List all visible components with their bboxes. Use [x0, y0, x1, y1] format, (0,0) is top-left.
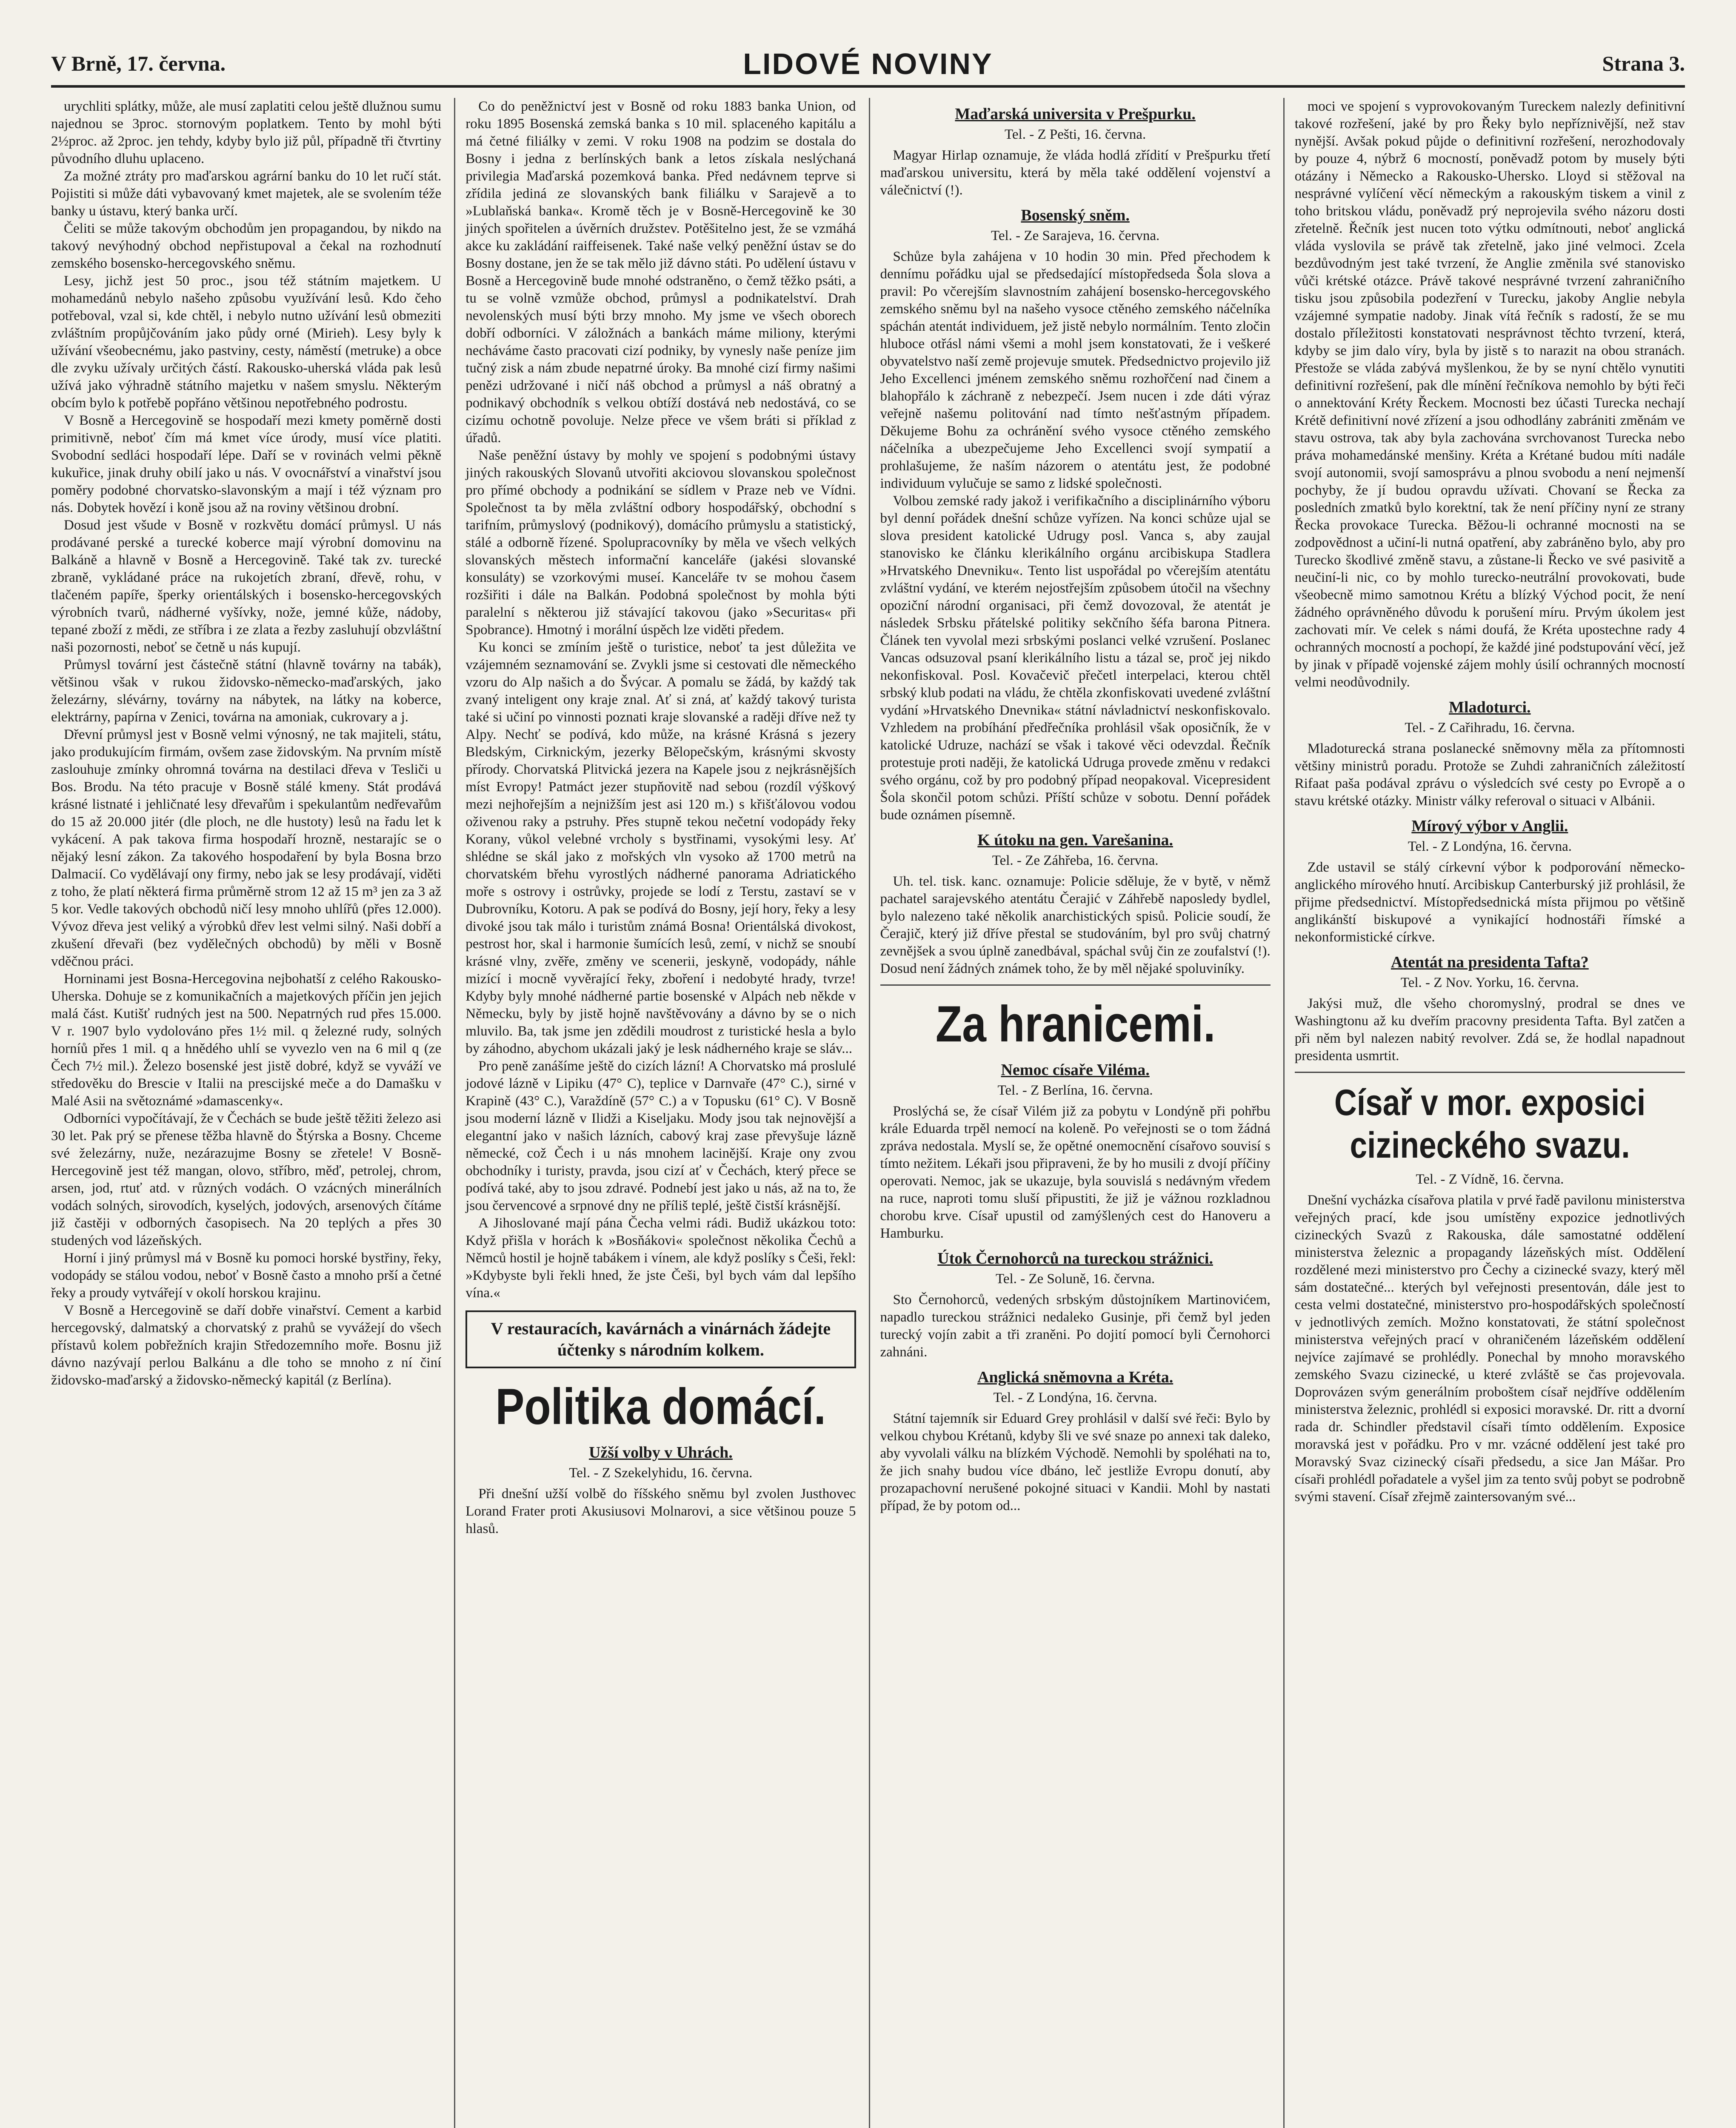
paragraph: Při dnešní užší volbě do říšského sněmu byl zvolen Justhovec Lorand Frater proti Akusiusovi Molnarovi, a sice většinou pouze 5 hlasů. [465, 1486, 856, 1536]
article-title: Nemoc císaře Viléma. [1001, 1061, 1150, 1079]
article-title: Mírový výbor v Anglii. [1411, 817, 1568, 835]
paragraph: Jakýsi muž, dle všeho choromyslný, prodral se dnes ve Washingtonu až ku dveřím pracovny presidenta Tafta. Byl zatčen a při něm byl nalezen nabitý revolver. Zdá se, že hodlal napadnout presidenta usmrtit. [1294, 996, 1685, 1064]
paragraph: Dřevní průmysl jest v Bosně velmi výnosný, ne tak majiteli, státu, jako produkujícím firmám, ovšem zase židovským. Na prvním místě zaslouhuje zmínky ohromná továrna na destilaci dřeva v Tesliči u Bos. Brodu. Na této pracuje v Bosně stálé kmeny. Stát prodává krásné listnaté i jehličnaté lesy dřevařům i spekulantům nedřevařům do 15 až 20.000 jitér (dle ploch, ne dle hustoty) lesů na řadu let k vykácení. A pak takova firma hospodaří hrozně, nestarajíc se o nějaký lesní zákon. Za takového hospodaření by byla Bosna brzo Dalmacií. Co vydělávají ony firmy, nebo jak se lesy prodávají, viděti z toho, že platí některá firma průměrně strom 12 až 15 m³ jen za 3 až 5 kor. Vedle takových obchodů ničí lesy mnoho uhlířů (přes 12.000). Vývoz dřeva jest veliký a výrobků dřev lest velmi silný. Naši dobří a zkušení dřevaři (bez vydělečných obchodů) by měli v Bosně vděčnou práci. [51, 727, 442, 969]
paragraph: Dosud jest všude v Bosně v rozkvětu domácí průmysl. U nás prodávané perské a turecké koberce mají výrobní domovinu na Balkáně a hlavně v Bosně a Hercegovině. Také tak zv. turecké zbraně, vykládané práce na rukojetích zbraní, dřevě, rohu, v tlačeném papíře, šperky orientálských i bosensko-hercegovských výrobních tvarů, nádherné vyšívky, nože, jemné kůže, nádoby, tepané zboží z mědi, ze stříbra i ze zlata a řezby zasluhují obzvláštní naši pozornosti, neboť se četně u nás kupují. [51, 518, 442, 655]
paragraph: V Bosně a Hercegovině se daří dobře vinařství. Cement a karbid hercegovský, dalmatský a chorvatský z prahů se vyvážejí do všech přístavů kolem pobřežních krajin Středozemního moře. Bosnu již dávno nazývají perlou Balkánu a dle toho se mnoho z ní činí židovsko-maďarský a židovsko-německý kapitál (z Berlína). [51, 1303, 442, 1388]
dateline: Tel. - Z Nov. Yorku, 16. června. [1400, 975, 1579, 990]
paragraph: Co do peněžnictví jest v Bosně od roku 1883 banka Union, od roku 1895 Bosenská zemská banka s 10 mil. splaceného kapitálu a má četné filiálky v zemi. V roku 1908 na podzim se dostala do Bosny i jedna z berlínských bank a letos získala neslýchaná privilegia Maďarská pozemková banka. Před nedávnem teprve si zřídila jediná ze slovanských bank filiálku v Sarajevě a to »Lublaňská banka«. Kromě těch je v Bosně-Hercegovině ke 30 jiných spořitelen a úvěrních družstev. Potěšitelno jest, že se vzmáhá akce ku zakládání raiffeisenek. Také naše velký peněžní ústav se do Bosny dostane, jen že se tak mělo již dávno státi. Po udělení ústavu v Bosně a Hercegovině bude mnohé odstraněno, o čemž těžko psáti, a tu se volně vzmůže obchod, průmysl a podnikatelství. Drah nevolenských musí býti brzy mnoho. My jsme ve všech oborech dobří odborníci. V záložnách a bankách máme miliony, kterými necháváme často pracovati cizí podniky, by vynesly naše peníze jim tučný zisk a nám zbude nepatrné úroky. Ba mnohé cizí firmy našimi penězi udržované i ničí náš obchod a průmysl a náš obratný a podnikavý obchodník s velkou obtíží dostává neb nedostává, co se cizímu ochotně povoluje. Nelze přece ve všem bráti si příklad z úřadů. [465, 99, 856, 446]
paragraph: Odborníci vypočítávají, že v Čechách se bude ještě těžiti železo asi 30 let. Pak prý se přenese těžba hlavně do Štýrska a Bosny. Chceme své železárny, nuže, nezárazujme Bosny se zřetele! V Bosně-Hercegovině jest též mangan, olovo, stříbro, měď, petrolej, chrom, arsen, jod, rtuť atd. v různých vodách. O vzácných minerálních vodách solných, sirovodích, kyselých, jodových, arsenových čítáme již častěji v odborných časopisech. Na 20 teplých a přes 30 studených vod lázeňských. [51, 1111, 442, 1248]
paragraph: moci ve spojení s vyprovokovaným Tureckem nalezly definitivní takové rozřešení, jaké by pro Řeky bylo nepříznivější, než stav nynější. Avšak pokud půjde o definitivní rozřešení, nerozhodovaly by pouze 4, nýbrž 6 mocností, poněvadž potom by musely býti otázány i Německo a Rakousko-Uhersko. Lloyd si stěžoval na nesprávné vylíčení věcí německým a rakouským tiskem a vinil z toho britskou vládu, poněvadž prý neprojevila svého názoru dosti zřetelně. Řečník jest nucen toto výtku odmítnouti, neboť anglická vláda vyslovila se právě tak zřetelně, jako jiné velmoci. Zcela bezdůvodným jest také tvrzení, že Anglie změnila své stanovisko vůči krétské otázce. Právě takové nesprávné tvrzení zahraničního tisku jsou způsobila podezření v Turecku, jakoby Anglie nebyla vzájemné sympatie nadoby. Jinak vítá řečník s radostí, že se mu dostalo příležitosti konstatovati nesprávnost těchto tvrzení, která, kdyby se jim dalo víry, byla by jistě s to narazit na obou stranách. Přestože se vláda zabývá myšlenkou, že by se nyní chtělo vynutiti definitivní rozřešení, pak dle mínění řečníkova nemohlo by býti řeči o annektování Kréty Řeckem. Mocnosti bez účasti Turecka nechají Krétě definitivní nové zřízení a jsou odhodlány zabrániti změnám ve stavu ostrova, tak aby byla zachována svrchovanost Turecka nebo práva mohamedánské menšiny. Kréta a Krétané budou míti nadále svojí autonomii, svojí samosprávu a plnou svobodu a není nejmenší pochyby, že jí budou opravdu užívati. Chovaní se Řecka za posledních zmatků bylo korektní, tak že není příčiny nyní ze strany Řecka provokace Turecka. Běžou-li ochranné mocnosti na se zodpovědnost a učiní-li nutná opatření, aby zabráněno bylo, aby pro Turecko škodlivé změně stavu, a zůstane-li Řecko ve své pasivitě a neučiní-li nic, co by mohlo turecko-neutrální provokovati, bude všeobecně mimo samotnou Krétu a blízký Východ pocit, že není žádného oprávněného důvodu k porušení míru. Prvým úkolem jest zachovati mír. Ve celek s námi doufá, že Kréta upostechne rady 4 ochranných mocností a pochopí, že každé jiné podstupování věcí, jež by jinak v případě vojenské zájem mohly úsilí ochranných mocností velmi neodůvodnily. [1294, 99, 1685, 690]
article-columns [51, 98, 1685, 2128]
article-title: Bosenský sněm. [1021, 206, 1130, 224]
paragraph: Dnešní vycházka císařova platila v prvé řadě pavilonu ministerstva veřejných prací, kde jsou umístěny expozice jednotlivých cizineckých Svazů z Rakouska, dále samostatné oddělení ministerstva železnic a propagandy lázeňských míst. Oddělení rozdělené mezi ministerstvo pro Čechy a cizinecké svazy, který měl sám dostatečné... kterých byl veřejnosti presentován, dále jest to cesta velmi dostatečné, ministerstvo pro-hospodářských společností v jednotlivých zemích. Možno konstatovati, že státní společnost ministerstva veřejných prací v ohraničeném lázeňském oddělení nejvíce zajímavé se prohlédly. Ponechal by mnoho moravského zemského Svazu cizinecké, u které zvláště se čas projevovala. Doprovázen svým generálním proboštem císař nejdříve oddělením ministerstva železnic, prohlédl si exposici moravské. Dr. ritt a dvorní rada dr. Schindler představil císaři tímto oddělením. Exposice moravská jest v pořádku. Pro v mr. vzácné oddělení jest také pro Moravský Svaz cizinecký císaři předsedu, a sice Jan Mášar. Pro císaři prohlédl pořadatele a vyšel jim za tento svůj pobyt se podrobně svými stavení. Císař zřejmě zaintersovaným své... [1294, 1193, 1685, 1504]
masthead [51, 34, 1685, 88]
paragraph: urychliti splátky, může, ale musí zaplatiti celou ještě dlužnou sumu najednou se 3proc. stornovým poplatkem. Tento by mohl býti 2½proc. až 2proc. jen tehdy, kdyby bylo již půl, případně tři čtvrtiny původního dluhu uplaceno. [51, 99, 442, 166]
paragraph: Volbou zemské rady jakož i verifikačního a disciplinárního výboru byl denní pořádek dnešní schůze vyřízen. Na konci schůze ujal se slova president katolické Udrugy posl. Vanca s, aby zaujal stanovisko ke článku klerikálního orgánu arcibiskupa Stadlera »Hrvatského Dnevniku«. Tento list uspořádal po včerejším atentátu zvláštní vydání, ve kterém nejostřejším způsobem útočil na všechny opoziční národní organisaci, při čemž dovozoval, že atentát je následek Srbsku přátelské politiky sekčního šéfa barona Pitnera. Článek ten vyvolal mezi srbskými poslanci velké vzrušení. Poslanec Vancas odsuzoval psaní klerikálního listu a tázal se, proč jej nikdo nekonfiskoval. Posl. Kovačevič přečetl interpelaci, kterou chtěl srbský klub podati na vládu, že chtěla zkonfiskovati uvedené zvláštní vydání »Hrvatského Dnevnika« státní návladnictví neskonfiskovalo. Vzhledem na probíhání předřečníka prohlásil však oposičník, že v katolické Udruze, nachází se však i takové věci odevzdal. Řečník protestuje proti naději, že katolická Udruga provede změnu v redakci svého orgánu, což by pro podobný případ neopakoval. Vicepresident Šola skončil potom schůzi. Příští schůze v sobotu. Denní pořádek bude oznámen písemně. [880, 493, 1271, 823]
dateline: Tel. - Z Vídně, 16. června. [1416, 1172, 1564, 1187]
section-heading-expo: Císař v mor. exposici cizineckého svazu. [1334, 1082, 1646, 1166]
article-title: Útok Černohorců na tureckou strážnici. [937, 1250, 1213, 1267]
paragraph: Zde ustavil se stálý církevní výbor k podporování německo-anglického mírového hnutí. Arcibiskup Canterburský již prohlásil, že přijme předsednictví. Místopředsednická místa přijmou po většině anglikánští biskupové a vynikající hodnostáři římské a nekonformistické církve. [1294, 860, 1685, 945]
newspaper-title: LIDOVÉ NOVINY [743, 47, 993, 80]
article-title: Užší volby v Uhrách. [588, 1444, 733, 1462]
notice-box: V restauracích, kavárnách a vinárnách žádejte účtenky s národním kolkem. [465, 1310, 856, 1368]
dateline: Tel. - Z Berlína, 16. června. [997, 1083, 1153, 1098]
paragraph: Lesy, jichž jest 50 proc., jsou též státním majetkem. U mohamedánů nebylo našeho způsobu využívání lesů. Kdo čeho potřeboval, vzal si, kde chtěl, i nebylo nutno užívání lesů obmeziti zvláštním propůjčováním jako půdy orné (Mirieh). Lesy byly k užívání všeobecnému, jako pastviny, cesty, náměstí (metruke) a obce dle zvyku užívaly určitých částí. Rakousko-uherská vláda pak lesů užívá jako výhradně státního majetku v našem smyslu. Některým obcím bylo k potřebě popřáno většinou nepotřebného podrostu. [51, 273, 442, 411]
section-heading-domestic: Politika domácí. [495, 1378, 826, 1435]
column-1 [51, 98, 441, 2128]
column-3 [869, 98, 1271, 2128]
paragraph: Naše peněžní ústavy by mohly ve spojení s podobnými ústavy jiných rakouských Slovanů utvořiti akciovou slovanskou společnost pro přímé obchody a podnikání se sídlem v Praze neb ve Vídni. Společnost ta by měla zvláštní odbory hospodářský, obchodní s tarifním, průmyslový (podnikový), domácího průmyslu a statistický, stálé a odborně řízené. Spolupracovníky by měla ve všech velkých slovanských městech informační kanceláře (jakési slovanské konsuláty) se vzorkovými museí. Kanceláře tv se mohou časem rozšiřiti i dále na Balkán. Podobná společnost by mohla býti paralelní s některou již stávající takovou (jako »Securitas« při Spobrance). Hmotný i morální úspěch lze viděti předem. [465, 448, 856, 638]
paragraph: Schůze byla zahájena v 10 hodin 30 min. Před přechodem k dennímu pořádku ujal se předsedající místopředseda Šola slova a pravil: Po včerejším slavnostním zahájení bosensko-hercegovského zemského sněmu byl na našeho vysoce ctěného zemského náčelníka spáchán atentát individuem, jež jistě nebylo normálním. Tento zločin hluboce otřásl námi všemi a mohl jsem konstatovati, že i veškeré obyvatelstvo naší země projevuje smutek. Předsednictvo projevilo již Jeho Excellenci jménem zemského sněmu rozhořčení nad činem a blahopřálo k záchraně z nebezpečí. Jsem nucen i zde dáti výraz veřejně našemu politování nad tímto nešťastným případem. Děkujeme Bohu za ochránění svého vysoce ctěného zemského náčelníka a ubezpečujeme Jeho Excellenci svojí sympatií a prohlašujeme, že naším názorem o atentátu jest, že podobné individuum vylučuje se samo z lidské společnosti. [880, 249, 1271, 491]
paragraph: Horninami jest Bosna-Hercegovina nejbohatší z celého Rakousko-Uherska. Dohuje se z komunikačních a majetkových příčin jen jejich malá část. Kutišť rudných jest na 500. Nepatrných rud přes 15.000. V r. 1907 bylo vydolováno přes 1½ mil. q železné rudy, solných horníů přes 1 mil. q a hnědého uhlí se vyvezlo ven na 6 mil q (ze Čech 7½ mil.). Železo bosenské jest jistě dobré, když se vyváží ve středověku do Brescie v Italii na prescijské meče a do Damašku v Malé Asii na světoznámé »damascenky«. [51, 971, 442, 1109]
paragraph: Proslýchá se, že císař Vilém již za pobytu v Londýně při pohřbu krále Eduarda trpěl nemocí na koleně. Po veřejnosti se o tom žádná zpráva nedostala. Myslí se, že opětné onemocnění císařovo souvisí s tímto nežitem. Lékaři jsou připraveni, že by ho musili z dvojí příčiny operovati. Nemoc, jak se ukazuje, byla souvislá s nedávným vředem na ruce, naproti tomu sluší připustiti, že již je vážnou rozkladnou chorobu krve. Císař upustil od zamýšlených cest do Hanoveru a Hamburku. [880, 1104, 1271, 1241]
paragraph: Mladoturecká strana poslanecké sněmovny měla za přítomnosti většiny ministrů poradu. Protože se Zuhdi zahraničních záležitostí Rifaat paša podával zprávu o výsledcích své cesty po Evropě a o stavu krétské otázky. Ministr války referoval o situaci v Albánii. [1294, 741, 1685, 809]
article-title: Atentát na presidenta Tafta? [1391, 953, 1589, 971]
dateline: Tel. - Ze Soluně, 16. června. [995, 1271, 1155, 1287]
article-title: Anglická sněmovna a Kréta. [977, 1368, 1174, 1386]
dateline: Tel. - Z Pešti, 16. června. [1005, 127, 1146, 142]
section-heading-foreign: Za hranicemi. [935, 995, 1215, 1053]
dateline: Tel. - Ze Záhřeba, 16. června. [992, 853, 1159, 868]
dateline: Tel. - Z Londýna, 16. června. [993, 1390, 1157, 1405]
paragraph: Za možné ztráty pro maďarskou agrární banku do 10 let ručí stát. Pojistiti si může dáti vybavovaný kmet majetek, ale se svolením téže banky u ústavu, který banka určí. [51, 169, 442, 219]
paragraph: Sto Černohorců, vedených srbským důstojníkem Martinovićem, napadlo tureckou strážnici nedaleko Gusinje, při čemž byl jeden turecký vojín zabit a tři zraněni. Po dojití pomocí byli Černohorci zahnáni. [880, 1292, 1271, 1360]
article-title: K útoku na gen. Varešanina. [977, 831, 1173, 849]
paragraph: A Jihoslované mají pána Čecha velmi rádi. Budiž ukázkou toto: Když přišla v horách k »Bosňákovi« společnost několika Čechů a Němců hostil je hojně tabákem i vínem, ale když poslíky s Češi, řekl: »Kdybyste byli řekli hned, že jste Češi, byl bych vám dal lepšího vína.« [465, 1216, 856, 1301]
divider [1295, 1072, 1685, 1073]
article-title: Maďarská universita v Prešpurku. [955, 105, 1196, 123]
divider [880, 984, 1271, 986]
column-2 [454, 98, 856, 2128]
issue-date: V Brně, 17. června. [51, 51, 226, 75]
paragraph: V Bosně a Hercegovině se hospodaří mezi kmety poměrně dosti primitivně, neboť čím má kmet více úrody, musí více platiti. Svobodní sedláci hospodaří lépe. Daří se v rovinách velmi pěkně kukuřice, jinak druhy obilí jako u nás. V ovocnářství a vinařství jsou poměry podobné chorvatsko-slavonským a mají i též význam pro nás. Dobytek hovězí i koně jsou až na roviny většinou drobní. [51, 413, 442, 515]
page-number: Strana 3. [1602, 51, 1685, 75]
paragraph: Pro peně zanášíme ještě do cizích lázní! A Chorvatsko má proslulé jodové lázně v Lipiku (47° C), teplice v Darnvaře (47° C.), sirné v Krapině (43° C.), Varaždíně (57° C.) a v Topusku (61° C). V Bosně jsou moderní lázně v Ilidži a Kiseljaku. Mody jsou tak nejnovější a elegantní jako v našich lázních, cabový kraj zase převyšuje lázně německé, což Čech i u nás mnohem lacinější. Kraje ony zvou obchodníky i turisty, pravda, jsou cizí ať v Čechách, který přece se podívá také, aby to jsou zdravé. Podnebí jest jako u nás, až na to, že jsou červencové a srpnové dny ne příliš teplé, ještě čistší krásnější. [465, 1058, 856, 1213]
article-title: Mladoturci. [1449, 698, 1531, 716]
paragraph: Uh. tel. tisk. kanc. oznamuje: Policie sděluje, že v bytě, v němž pachatel sarajevského atentátu Čerajić v Záhřebě naposledy bydlel, bylo nalezeno také několik anarchistických spisů. Policie soudí, že Čerajič, který již dříve přestal se studováním, byl pro svůj chatrný zevnějšek a svou úplně zanedbával, spáchal svůj čin ze zoufalství (!). Dosud není žádných známek toho, že by měl nějaké spoluviníky. [880, 874, 1271, 976]
paragraph: Ku konci se zmíním ještě o turistice, neboť ta jest důležita ve vzájemném seznamování se. Zvykli jsme si cestovati dle německého vzoru do Alp našich a do Švýcar. A pomalu se žádá, by každý tak zvaný inteligent ony kraje znal. Ať si zná, ať každý takový turista také si učiní po vinnosti poznati kraje slovanské a raději dříve než ty Alpy. Nechť se podívá, kdo může, na krásné Krásná s jezery Bledským, Cirknickým, jezerky Bělopečským, krásnými skvosty přírody. Chorvatská Plitvická jezera na Kapele jsou z nejkrásnějších míst Evropy! Patmáct jezer stupňovitě nad sebou (rozdíl výškový mezi nejhořejším a nejnižším jest asi 120 m.) s křišťálovou vodou oživenou raky a pstruhy. Přes stupně tekou nečetní vodopády řeky Korany, vůkol velebné vrcholy s bystřinami, vysokými lesy. Ať shlédne se skál jako z mořských vln vysoko až 1700 metrů na chorvatském břehu vyrostlých nádherné panorama Adriatického moře s ostrovy i ostrůvky, projede se lodí z Terstu, zastaví se v Dubrovníku, Kotoru. A pak se podívá do Bosny, její hory, řeky a lesy divoké jsou tak málo i turistům známá Bosna! Orientálská divokost, pestrost hor, skal i harmonie šumících lesů, zemí, v nichž se snoubí krásné vlny, zvěře, změny ve scenerii, jeskyně, vodopády, náhle mizící i mocně vyvěrající řeky, zboření i nedobyté hrady, tvrze! Kdyby byly mnohé nádherné partie bosenské v Alpách neb někde v Německu, byly by jistě hojně navštěvovány a dávno by se o nich mluvilo. Ba, tak jsme jen zdědili moudrost z turistické hesla a bylo by záhodno, abychom ukázali jaký je lesk nádherného kraje se sláv... [465, 640, 856, 1056]
paragraph: Státní tajemník sir Eduard Grey prohlásil v další své řeči: Bylo by velkou chybou Krétanů, kdyby šli ve své snaze po annexi tak daleko, aby vyvolali válku na blízkém Východě. Nemohli by spoléhati na to, že jich snahy budou více dbáno, leč jestliže Evropu donutí, aby prozapachovní nerušené pokojné situaci v Kandii. Mohl by nastati případ, že by potom od... [880, 1411, 1271, 1513]
paragraph: Čeliti se může takovým obchodům jen propagandou, by nikdo na takový nevýhodný obchod nepřistupoval a čekal na rozhodnutí zemského bosensko-hercegovského sněmu. [51, 221, 442, 271]
paragraph: Průmysl tovární jest částečně státní (hlavně továrny na tabák), většinou však v rukou židovsko-německo-maďarských, jako železárny, slévárny, továrny na nábytek, na látky na koberce, elektrárny, papírna v Zenici, továrna na amoniak, cukrovary a j. [51, 657, 442, 725]
dateline: Tel. - Z Londýna, 16. června. [1408, 839, 1572, 854]
dateline: Tel. - Z Szekelyhidu, 16. června. [569, 1465, 753, 1481]
column-4 [1283, 98, 1685, 2128]
paragraph: Magyar Hirlap oznamuje, že vláda hodlá zřídití v Prešpurku třetí maďarskou universitu, která by měla také oddělení vojenství a válečnictví (!). [880, 148, 1271, 198]
dateline: Tel. - Ze Sarajeva, 16. června. [991, 228, 1160, 243]
paragraph: Horní i jiný průmysl má v Bosně ku pomoci horské bystřiny, řeky, vodopády se stálou vodou, neboť v Bosně často a mnoho prší a četné řeky a proudy vytvářejí v okolí horskou krajinu. [51, 1250, 442, 1301]
dateline: Tel. - Z Cařihradu, 16. června. [1405, 720, 1575, 735]
